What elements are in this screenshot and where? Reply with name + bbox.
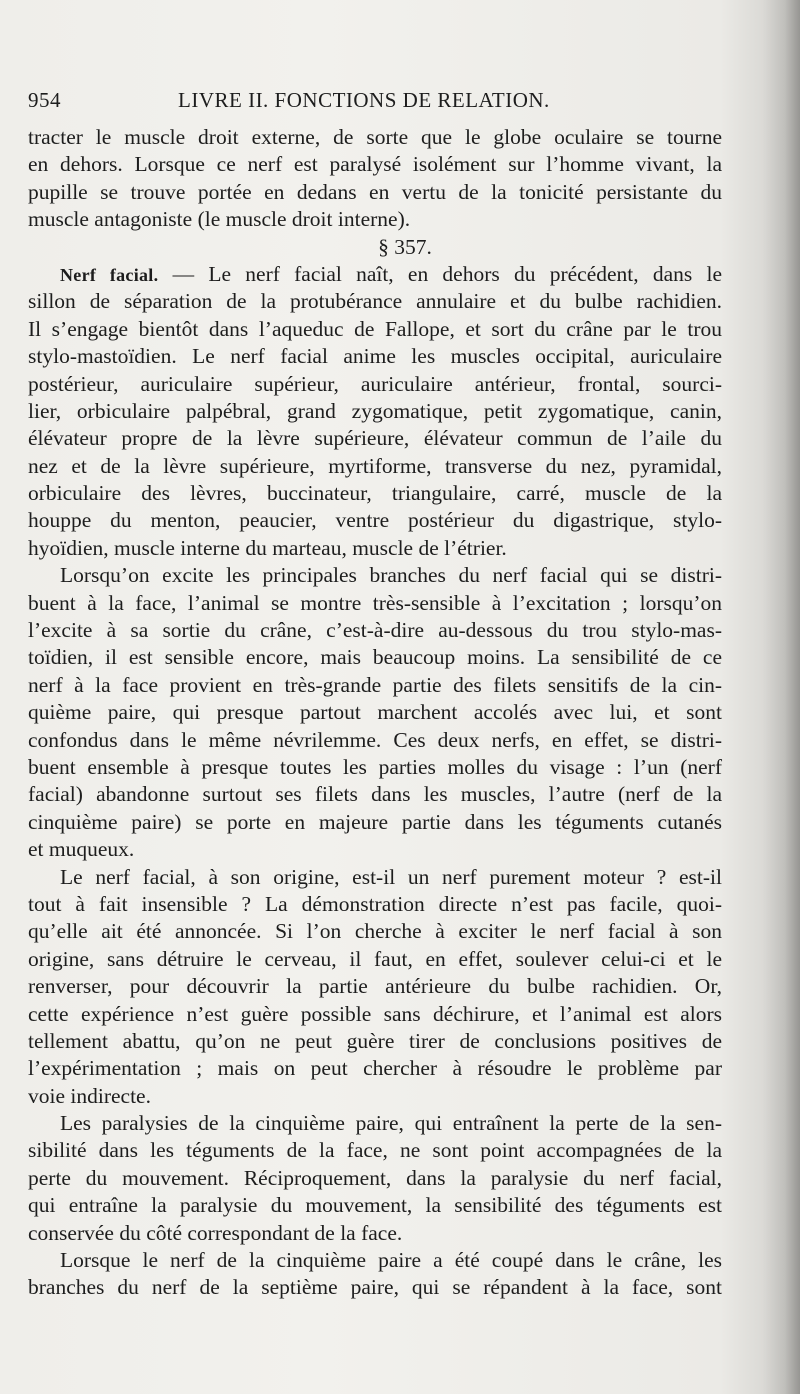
line-text: buent ensemble à presque toutes les parties molles du visage : l’un (nerf [28, 754, 722, 779]
text-line [28, 781, 722, 808]
text-line [28, 1165, 722, 1192]
line-text: orbiculaire des lèvres, buccinateur, triangulaire, carré, muscle de la [28, 481, 722, 506]
text-line [28, 343, 722, 370]
text-line [28, 507, 722, 534]
text-line [28, 1055, 722, 1082]
text-line [28, 1220, 722, 1247]
text-line [28, 590, 722, 617]
line-text: cinquième paire) se porte en majeure partie dans les téguments cutanés [28, 809, 722, 834]
text-line [28, 727, 722, 754]
line-text: muscle antagoniste (le muscle droit interne). [28, 207, 411, 232]
line-text: sibilité dans les téguments de la face, ne sont point accompagnées de la [28, 1138, 722, 1163]
line-text: qui entraîne la paralysie du mouvement, la sensibilité des téguments est [28, 1193, 722, 1218]
text-line [28, 371, 722, 398]
line-text: Lorsque le nerf de la cinquième paire a été coupé dans le crâne, les [60, 1248, 722, 1273]
line-text: buent à la face, l’animal se montre très-sensible à l’excitation ; lorsqu’on [28, 590, 722, 615]
line-text: stylo-mastoïdien. Le nerf facial anime les muscles occipital, auriculaire [28, 344, 722, 369]
page-header [28, 88, 728, 118]
line-text: tracter le muscle droit externe, de sorte que le globe oculaire se tourne [28, 125, 722, 149]
line-text: tellement abattu, qu’on ne peut guère tirer de conclusions positives de [28, 1028, 722, 1053]
line-text: houppe du menton, peaucier, ventre postérieur du digastrique, stylo- [28, 508, 722, 533]
text-line [28, 1083, 722, 1110]
text-line [28, 206, 722, 233]
section-heading [28, 234, 722, 261]
line-text: en dehors. Lorsque ce nerf est paralysé isolément sur l’homme vivant, la [28, 152, 722, 177]
text-line [28, 124, 722, 151]
text-line [28, 151, 722, 178]
line-text: nerf à la face provient en très-grande partie des filets sensitifs de la cin- [28, 672, 722, 697]
line-text: Les paralysies de la cinquième paire, qui entraînent la perte de la sen- [60, 1111, 722, 1136]
page-number: 954 [28, 88, 61, 112]
run-in-heading: Nerf facial. [60, 264, 159, 285]
text-line [28, 480, 722, 507]
text-line [28, 562, 722, 589]
text-line [28, 179, 722, 206]
line-text: élévateur propre de la lèvre supérieure, élévateur commun de l’aile du [28, 426, 722, 451]
line-text: § 357. [378, 234, 432, 259]
text-line [28, 261, 722, 288]
text-line [28, 1110, 722, 1137]
line-text: sillon de séparation de la protubérance annulaire et du bulbe rachidien. [28, 289, 722, 314]
text-line [28, 809, 722, 836]
text-line [28, 672, 722, 699]
line-text: nez et de la lèvre supérieure, myrtiforme, transverse du nez, pyramidal, [28, 453, 722, 478]
text-line [28, 891, 722, 918]
text-line [28, 1192, 722, 1219]
running-head: LIVRE II. FONCTIONS DE RELATION. [178, 88, 550, 112]
line-text: qu’elle ait été annoncée. Si l’on cherche à exciter le nerf facial à son [28, 919, 722, 944]
text-line [28, 1247, 722, 1274]
text-line [28, 699, 722, 726]
line-text: l’expérimentation ; mais on peut chercher à résoudre le problème par [28, 1056, 722, 1081]
line-text: confondus dans le même névrilemme. Ces deux nerfs, en effet, se distri- [28, 727, 722, 752]
line-text: l’excite à sa sortie du crâne, c’est-à-dire au-dessous du trou stylo-mas- [28, 618, 722, 643]
line-text: Il s’engage bientôt dans l’aqueduc de Fallope, et sort du crâne par le trou [28, 316, 722, 341]
text-line [28, 1001, 722, 1028]
line-text: facial) abandonne surtout ses filets dans les muscles, l’autre (nerf de la [28, 782, 722, 807]
text-line [28, 754, 722, 781]
line-text: tout à fait insensible ? La démonstration directe n’est pas facile, quoi- [28, 891, 722, 916]
line-text: voie indirecte. [28, 1083, 151, 1108]
line-text: conservée du côté correspondant de la face. [28, 1220, 403, 1245]
text-line [28, 644, 722, 671]
text-line [28, 617, 722, 644]
line-text: origine, sans détruire le cerveau, il faut, en effet, soulever celui-ci et le [28, 946, 722, 971]
line-text: branches du nerf de la septième paire, qui se répandent à la face, sont [28, 1275, 722, 1300]
text-line [28, 398, 722, 425]
text-line [28, 973, 722, 1000]
line-text: postérieur, auriculaire supérieur, auriculaire antérieur, frontal, sourci- [28, 371, 722, 396]
line-text: — Le nerf facial naît, en dehors du précédent, dans le [158, 261, 723, 286]
line-text: et muqueux. [28, 837, 135, 862]
line-text: toïdien, il est sensible encore, mais beaucoup moins. La sensibilité de ce [28, 645, 722, 670]
text-line [28, 918, 722, 945]
text-line [28, 453, 722, 480]
text-line [28, 425, 722, 452]
line-text: cette expérience n’est guère possible sans déchirure, et l’animal est alors [28, 1001, 722, 1026]
line-text: pupille se trouve portée en dedans en vertu de la tonicité persistante du [28, 179, 722, 204]
text-line [28, 535, 722, 562]
text-line [28, 946, 722, 973]
text-line [28, 836, 722, 863]
text-line [28, 1137, 722, 1164]
line-text: perte du mouvement. Réciproquement, dans la paralysie du nerf facial, [28, 1165, 722, 1190]
line-text: Lorsqu’on excite les principales branches du nerf facial qui se distri- [60, 563, 722, 588]
text-line [28, 288, 722, 315]
text-line [28, 864, 722, 891]
text-line [28, 1274, 722, 1301]
text-line [28, 1028, 722, 1055]
line-text: quième paire, qui presque partout marchent accolés avec lui, et sont [28, 700, 722, 725]
body-text [28, 124, 722, 1302]
page-edge-shadow [762, 0, 800, 1394]
line-text: lier, orbiculaire palpébral, grand zygomatique, petit zygomatique, canin, [28, 398, 722, 423]
line-text: Le nerf facial, à son origine, est-il un nerf purement moteur ? est-il [60, 864, 722, 889]
line-text: renverser, pour découvrir la partie antérieure du bulbe rachidien. Or, [28, 974, 722, 999]
line-text: hyoïdien, muscle interne du marteau, muscle de l’étrier. [28, 535, 507, 560]
text-line [28, 316, 722, 343]
